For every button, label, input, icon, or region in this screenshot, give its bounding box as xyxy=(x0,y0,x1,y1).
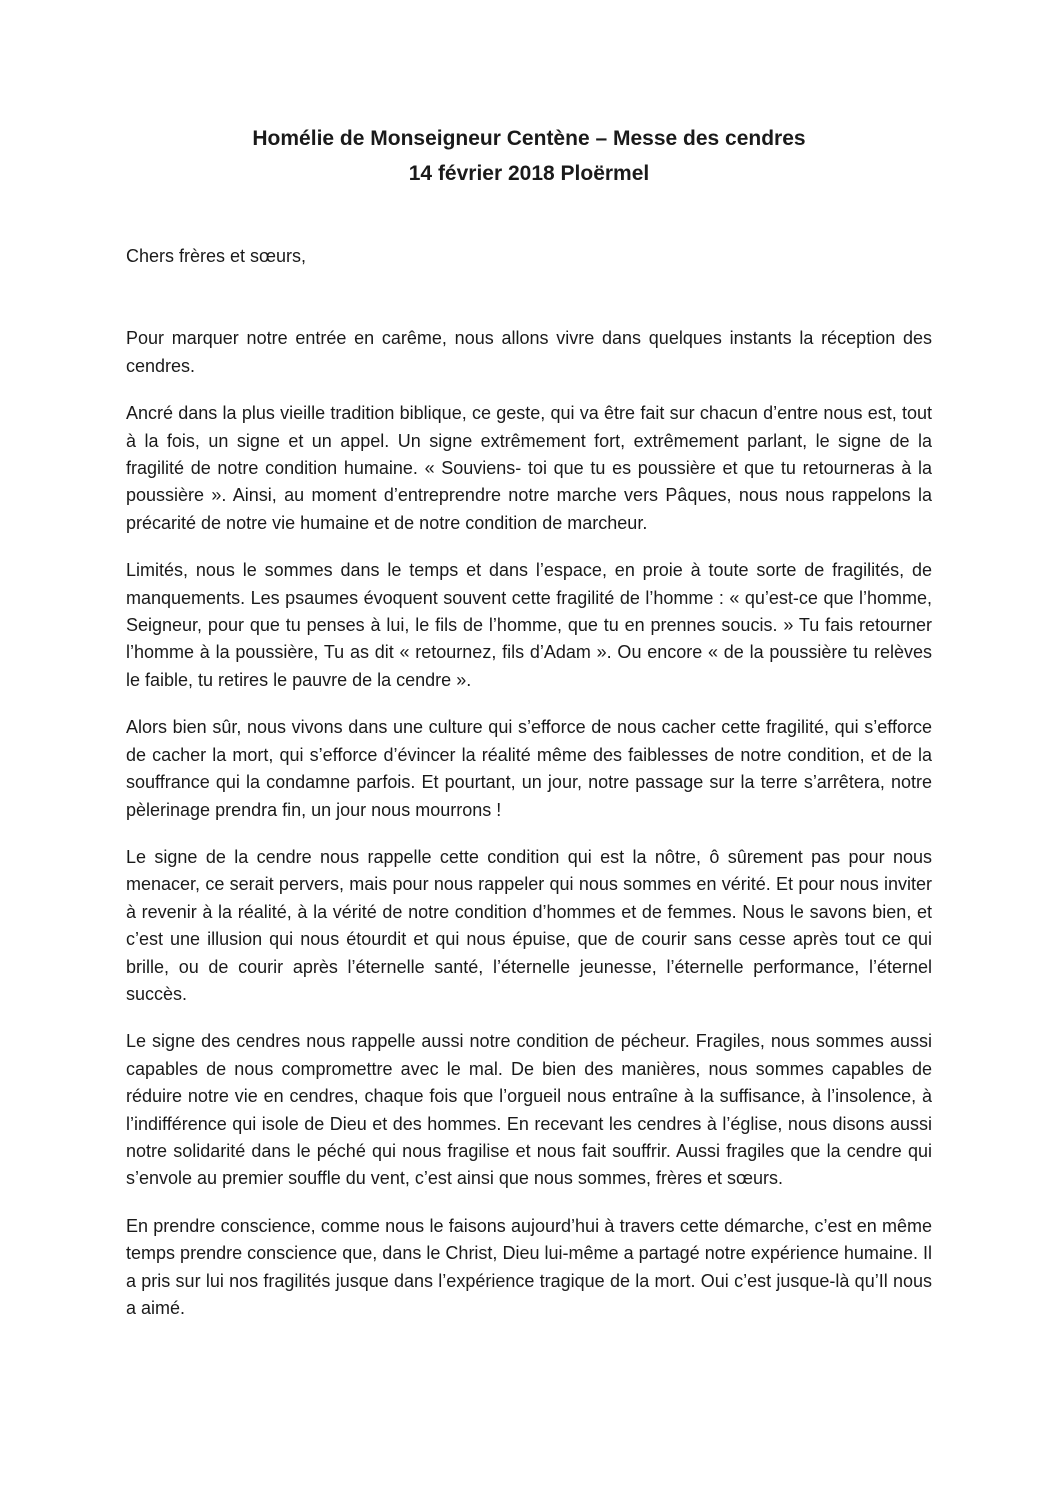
salutation: Chers frères et sœurs, xyxy=(126,246,307,266)
paragraph: Pour marquer notre entrée en carême, nous allons vivre dans quelques instants la réception des cendres. xyxy=(126,328,932,376)
title-line-2: 14 février 2018 Ploërmel xyxy=(408,162,650,185)
paragraph: En prendre conscience, comme nous le faisons aujourd’hui à travers cette démarche, c’est en même temps prendre conscience que, dans le Christ, Dieu lui-même a partagé notre expérience humaine. Il a pris sur lui nos fragilités jusque dans l’expérience tragique de la mort. Oui c’est jusque-là qu’Il nous a aimé. xyxy=(126,1215,932,1318)
title-line-1: Homélie de Monseigneur Centène – Messe des cendres xyxy=(252,127,806,150)
paragraph: Ancré dans la plus vieille tradition biblique, ce geste, qui va être fait sur chacun d’entre nous est, tout à la fois, un signe et un appel. Un signe extrêmement fort, extrêmement parlant, le signe de la fragilité de notre condition humaine. « Souviens- toi que tu es poussière et que tu retourneras à la poussière ». Ainsi, au moment d’entreprendre notre marche vers Pâques, nous nous rappelons la précarité de notre vie humaine et de notre condition de marcheur. xyxy=(126,403,932,533)
paragraph: Le signe de la cendre nous rappelle cette condition qui est la nôtre, ô sûrement pas pour nous menacer, ce serait pervers, mais pour nous rappeler qui nous sommes en vérité. Et pour nous inviter à revenir à la réalité, à la vérité de notre condition d’hommes et de femmes. Nous le savons bien, et c’est une illusion qui nous étourdit et qui nous épuise, que de courir sans cesse après tout ce qui brille, ou de courir après l’éternelle santé, l’éternelle jeunesse, l’éternelle performance, l’éternel succès. xyxy=(126,846,932,1004)
document-title xyxy=(126,121,932,191)
paragraph: Le signe des cendres nous rappelle aussi notre condition de pécheur. Fragiles, nous sommes aussi capables de nous compromettre avec le mal. De bien des manières, nous sommes capables de réduire notre vie en cendres, chaque fois que l’orgueil nous entraîne à la suffisance, à l’insolence, à l’indifférence qui isole de Dieu et des hommes. En recevant les cendres à l’église, nous disons aussi notre solidarité dans le péché qui nous fragilise et nous fait souffrir. Aussi fragiles que la cendre qui s’envole au premier souffle du vent, c’est ainsi que nous sommes, frères et sœurs. xyxy=(126,1031,932,1189)
paragraph: Limités, nous le sommes dans le temps et dans l’espace, en proie à toute sorte de fragilités, de manquements. Les psaumes évoquent souvent cette fragilité de l’homme : « qu’est-ce que l’homme, Seigneur, pour que tu penses à lui, le fils de l’homme, que tu en prennes soucis. » Tu fais retourner l’homme à la poussière, Tu as dit « retournez, fils d’Adam ». Ou encore « de la poussière tu relèves le faible, tu retires le pauvre de la cendre ». xyxy=(126,560,932,690)
paragraph: Alors bien sûr, nous vivons dans une culture qui s’efforce de nous cacher cette fragilité, qui s’efforce de cacher la mort, qui s’efforce d’évincer la réalité même des faiblesses de notre condition, et de la souffrance qui la condamne parfois. Et pourtant, un jour, notre passage sur la terre s’arrêtera, notre pèlerinage prendra fin, un jour nous mourrons ! xyxy=(126,717,932,820)
